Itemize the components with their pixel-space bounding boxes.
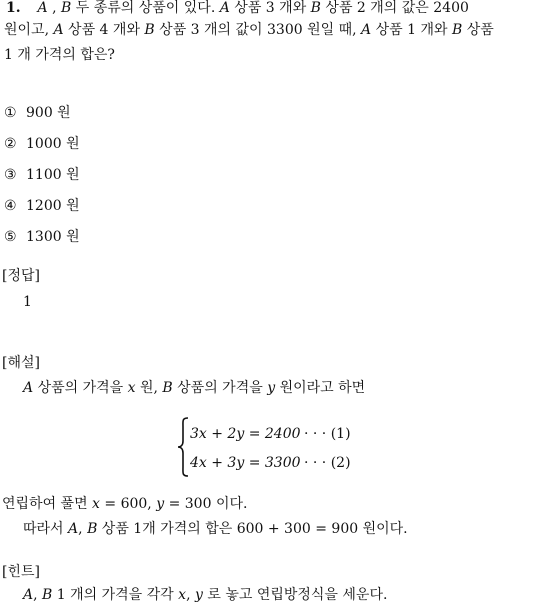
var-a: A [23,587,34,603]
text: 상품 1개 가격의 합은 600 + 300 = 900 원이다. [97,521,408,537]
choice-1[interactable] [4,103,71,123]
text: 상품 2 개의 값은 2400 [320,0,469,16]
text: = 600, [99,496,157,512]
text: 상품 4 개와 [63,22,145,38]
choice-5[interactable] [4,227,80,247]
text: 두 종류의 상품이 있다. [71,0,220,16]
choice-text: 1200 원 [26,198,80,214]
text: 상품 3 개의 값이 3300 원일 때, [154,22,362,38]
var-a: A [219,0,230,16]
var-b: B [42,587,53,603]
var-b: B [451,22,463,38]
answer-label: [정답] [2,268,40,284]
explanation-label: [해설] [2,355,40,371]
question-line-3: 1 개 가격의 합은? [4,47,115,63]
text: 상품의 가격을 [33,380,128,396]
choice-text: 900 원 [26,105,71,121]
text: , [47,0,62,16]
choice-2[interactable] [4,134,80,154]
hint-label: [힌트] [2,564,40,580]
text: 상품의 가격을 [172,380,268,396]
choice-mark: ② [4,136,17,152]
choice-3[interactable] [4,165,80,185]
text: , [78,521,88,537]
text: 로 놓고 연립방정식을 세운다. [202,587,388,603]
equation-2: 4x + 3y = 3300 [190,455,301,471]
var-a: A [68,521,79,537]
text: 따라서 [23,521,69,537]
question-line-1 [6,0,469,18]
text: = 300 이다. [164,496,248,512]
text: , [186,587,195,603]
choice-mark: ① [4,105,17,121]
equation-1: 3x + 2y = 2400 [190,426,301,442]
var-b: B [310,0,321,16]
equation-1-tag: · · · (1) [304,426,351,442]
text: 연립하여 풀면 [2,496,93,512]
choice-mark: ④ [4,198,17,214]
explanation-line-2 [2,494,247,514]
text: 상품 1 개와 [371,22,452,38]
choice-4[interactable] [4,196,80,216]
text: 상품 3 개와 [229,0,311,16]
var-b: B [162,380,173,396]
var-a: A [23,380,34,396]
equation-system [176,417,376,477]
var-x: x [92,496,100,512]
hint-line [23,585,387,605]
left-brace-icon [176,417,190,477]
equation-2-tag: · · · (2) [304,455,351,471]
choice-text: 1100 원 [26,167,80,183]
question-number: 1. [6,0,21,16]
answer-value: 1 [23,294,32,310]
var-b: B [61,0,72,16]
var-a: A [361,22,372,38]
var-y: y [194,587,203,603]
var-x: x [127,380,136,396]
var-a: A [53,22,64,38]
text: 원, [135,380,163,396]
explanation-line-3 [23,519,408,539]
text: 원이라고 하면 [275,380,366,396]
explanation-line-1 [23,378,365,398]
choice-mark: ③ [4,167,17,183]
var-y: y [267,380,276,396]
var-b: B [87,521,98,537]
question-line-2 [4,20,494,40]
var-b: B [144,22,155,38]
choice-text: 1300 원 [26,229,80,245]
choice-mark: ⑤ [4,229,17,245]
var-x: x [178,587,187,603]
text: , [33,587,43,603]
text: 상품 [462,22,494,38]
text: 원이고, [4,22,54,38]
var-a: A [37,0,48,16]
choice-text: 1000 원 [26,136,80,152]
var-y: y [156,496,165,512]
text: 1 개의 가격을 각각 [52,587,179,603]
